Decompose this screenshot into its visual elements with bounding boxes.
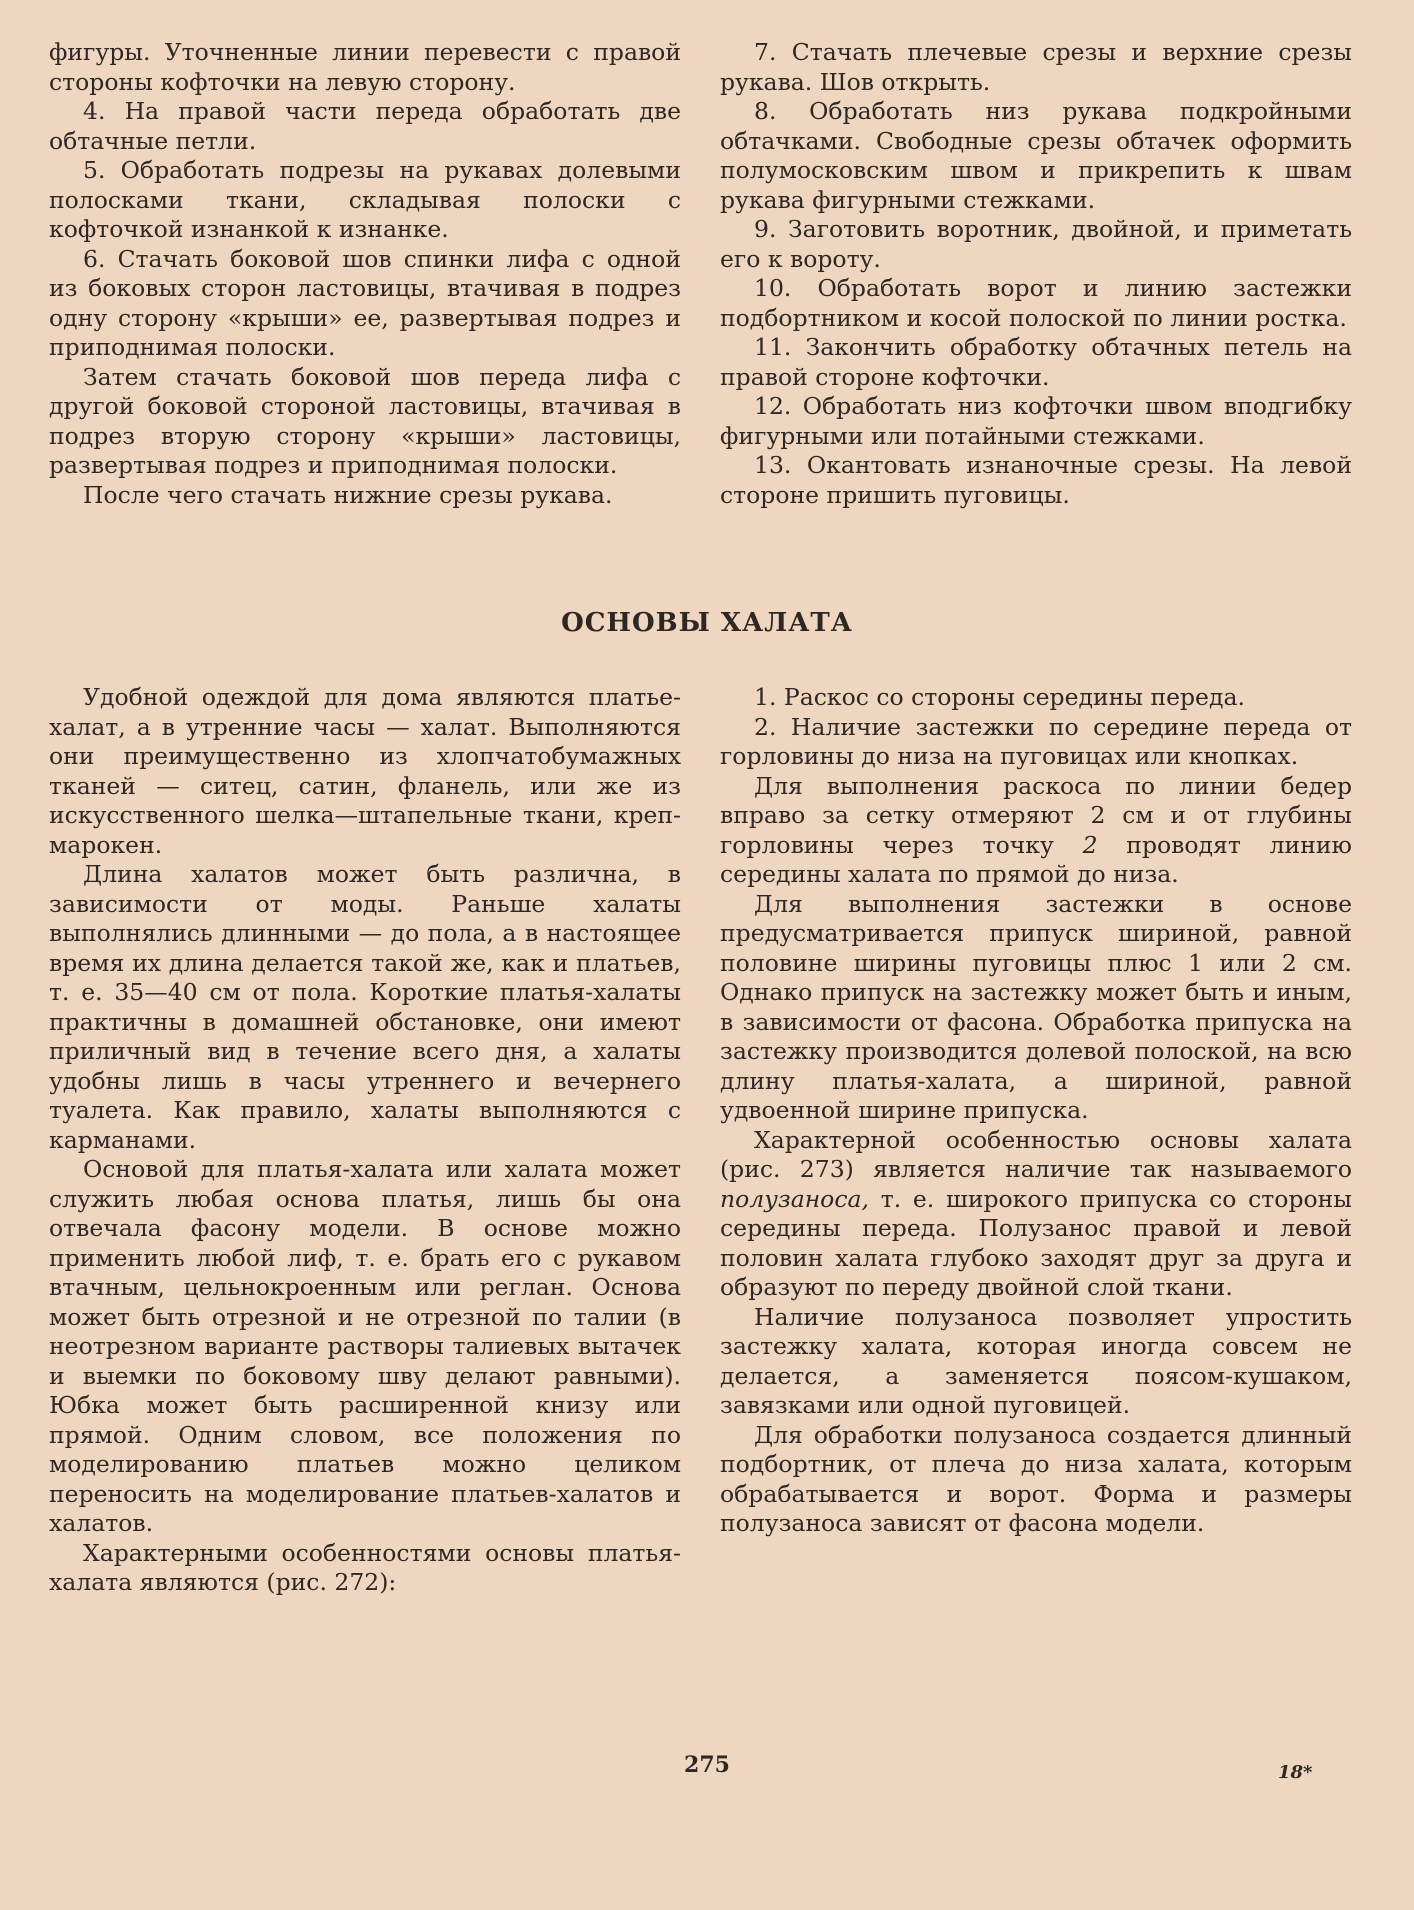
paragraph: 2. Наличие застежки по середине переда от горловины до низа на пуговицах или кнопках.	[720, 712, 1352, 770]
signature-mark: 18*	[1278, 1762, 1313, 1783]
paragraph: После чего стачать нижние срезы рукава.	[83, 480, 613, 509]
paragraph: фигуры. Уточненные линии перевести с правой стороны кофточки на левую сторону.	[49, 38, 681, 96]
paragraph: 6. Стачать боковой шов спинки лифа с одной из боковых сторон ластовицы, втачивая в подрез одну сторону «крыши» ее, развертывая подрез и приподнимая полоски.	[49, 244, 681, 361]
bottom-right-column	[720, 683, 1352, 1539]
point-number: 2	[1082, 830, 1098, 859]
paragraph: Для обработки полузаноса создается длинный подбортник, от плеча до низа халата, которым обрабатывается и ворот. Форма и размеры полузаноса зависят от фасона модели.	[720, 1420, 1352, 1537]
paragraph: Затем стачать боковой шов переда лифа с другой боковой стороной ластовицы, втачивая в подрез вторую сторону «крыши» ластовицы, развертывая подрез и приподнимая полоски.	[49, 362, 681, 479]
top-right-column	[720, 38, 1352, 510]
text-run: Для выполнения раскоса по линии бедер вправо за сетку отмеряют 2 см и от глубины горловины через точку	[720, 771, 1352, 859]
paragraph: 9. Заготовить воротник, двойной, и приметать его к вороту.	[720, 215, 1352, 273]
paragraph: 7. Стачать плечевые срезы и верхние срезы рукава. Шов открыть.	[720, 38, 1352, 96]
paragraph: Основой для платья-халата или халата может служить любая основа платья, лишь бы она отвечала фасону модели. В основе можно применить любой лиф, т. е. брать его с рукавом втачным, цельнокроенным или реглан. Основа может быть отрезной и не отрезной по талии (в неотрезном варианте растворы талиевых вытачек и выемки по боковому шву делают равными). Юбка может быть расширенной книзу или прямой. Одним словом, все положения по моделированию платьев можно целиком переносить на моделирование платьев-халатов и халатов.	[49, 1155, 681, 1537]
text-run: Характерной особенностью основы халата (рис. 273) является наличие так называемого	[720, 1125, 1352, 1183]
paragraph: 13. Окантовать изнаночные срезы. На левой стороне пришить пуговицы.	[720, 451, 1352, 509]
paragraph: 1. Раскос со стороны середины переда.	[754, 683, 1245, 711]
page-number: 275	[684, 1752, 730, 1778]
paragraph: Удобной одеждой для дома являются платье-халат, а в утренние часы — халат. Выполняются они преимущественно из хлопчатобумажных тканей — ситец, сатин, фланель, или же из искусственного шелка—штапельные ткани, креп-марокен.	[49, 683, 681, 859]
paragraph: Длина халатов может быть различна, в зависимости от моды. Раньше халаты выполнялись длинными — до пола, а в настоящее время их длина делается такой же, как и платьев, т. е. 35—40 см от пола. Короткие платья-халаты практичны в домашней обстановке, они имеют приличный вид в течение всего дня, а халаты удобны лишь в часы утреннего и вечернего туалета. Как правило, халаты выполняются с карманами.	[49, 860, 681, 1154]
paragraph: 10. Обработать ворот и линию застежки подбортником и косой полоской по линии ростка.	[720, 274, 1352, 332]
paragraph: 12. Обработать низ кофточки швом вподгибку фигурными или потайными стежками.	[720, 392, 1352, 450]
bottom-left-column	[49, 683, 681, 1598]
text-run: проводят линию середины халата по прямой до низа.	[720, 830, 1352, 888]
paragraph	[720, 1126, 1352, 1303]
paragraph	[720, 772, 1352, 890]
top-left-column	[49, 38, 681, 510]
paragraph: Характерными особенностями основы платья-халата являются (рис. 272):	[49, 1538, 681, 1596]
term-emphasis: полузаноса,	[720, 1184, 869, 1213]
paragraph: Наличие полузаноса позволяет упростить застежку халата, которая иногда совсем не делается, а заменяется поясом-кушаком, завязками или одной пуговицей.	[720, 1302, 1352, 1419]
paragraph: 8. Обработать низ рукава подкройными обтачками. Свободные срезы обтачек оформить полумосковским швом и прикрепить к швам рукава фигурными стежками.	[720, 97, 1352, 214]
paragraph: Для выполнения застежки в основе предусматривается припуск шириной, равной половине ширины пуговицы плюс 1 или 2 см. Однако припуск на застежку может быть и иным, в зависимости от фасона. Обработка припуска на застежку производится долевой полоской, на всю длину платья-халата, а шириной, равной удвоенной ширине припуска.	[720, 889, 1352, 1124]
paragraph: 4. На правой части переда обработать две обтачные петли.	[49, 97, 681, 155]
paragraph: 11. Закончить обработку обтачных петель на правой стороне кофточки.	[720, 333, 1352, 391]
text-run: т. е. широкого припуска со стороны середины переда. Полузанос правой и левой половин халата глубоко заходят друг за друга и образуют по переду двойной слой ткани.	[720, 1184, 1352, 1301]
paragraph: 5. Обработать подрезы на рукавах долевыми полосками ткани, складывая полоски с кофточкой изнанкой к изнанке.	[49, 156, 681, 243]
section-title: ОСНОВЫ ХАЛАТА	[561, 608, 853, 638]
